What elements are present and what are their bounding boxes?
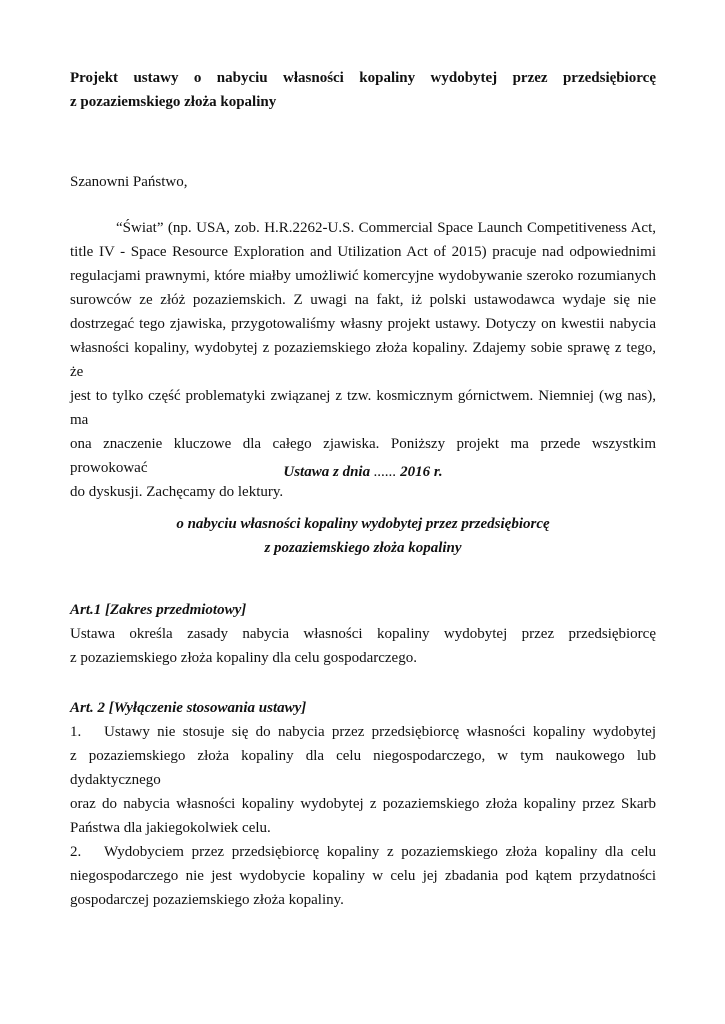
article-2: [70, 696, 656, 912]
article-line: z pozaziemskiego złoża kopaliny dla celu gospodarczego.: [70, 650, 417, 666]
item-text: Wydobyciem przez przedsiębiorcę kopaliny z pozaziemskiego złoża kopaliny dla celu: [104, 844, 656, 860]
paragraph-line: własności kopaliny, wydobytej z pozaziemskiego złoża kopaliny. Zdajemy sobie sprawę z tego, że: [70, 340, 656, 380]
paragraph-line: title IV - Space Resource Exploration and Utilization Act of 2015) pracuje nad odpowiednimi: [70, 244, 656, 260]
article-line: z pozaziemskiego złoża kopaliny dla celu niegospodarczego, w tym naukowego lub dydaktycznego: [70, 748, 656, 788]
article-line: Ustawa określa zasady nabycia własności kopaliny wydobytej przez przedsiębiorcę: [70, 626, 656, 642]
paragraph-line: “Świat” (np. USA, zob. H.R.2262-U.S. Commercial Space Launch Competitiveness Act,: [116, 220, 656, 236]
item-number: 1.: [70, 724, 82, 740]
item-number: 2.: [70, 844, 82, 860]
act-heading: [70, 460, 656, 484]
article-heading: Art.1 [Zakres przedmiotowy]: [70, 602, 247, 618]
article-line: oraz do nabycia własności kopaliny wydobytej z pozaziemskiego złoża kopaliny przez Skarb: [70, 796, 656, 812]
subtitle-line: o nabyciu własności kopaliny wydobytej przez przedsiębiorcę: [176, 516, 550, 532]
paragraph-line: jest to tylko część problematyki związanej z tzw. kosmicznym górnictwem. Niemniej (wg nas), ma: [70, 388, 656, 428]
act-heading-suffix: 2016 r.: [396, 464, 443, 480]
document-title: [70, 66, 656, 114]
article-line: niegospodarczego nie jest wydobycie kopaliny w celu jej zbadania pod kątem przydatności: [70, 868, 656, 884]
act-heading-dots: ......: [373, 464, 397, 480]
article-heading: Art. 2 [Wyłączenie stosowania ustawy]: [70, 700, 307, 716]
article-line: gospodarczej pozaziemskiego złoża kopaliny.: [70, 892, 344, 908]
paragraph-line: surowców ze złóż pozaziemskich. Z uwagi na fakt, iż polski ustawodawca wydaje się nie: [70, 292, 656, 308]
article-item-first-line: [70, 720, 656, 744]
article-item-first-line: [70, 840, 656, 864]
item-text: Ustawy nie stosuje się do nabycia przez przedsiębiorcę własności kopaliny wydobytej: [104, 724, 656, 740]
act-subtitle: [70, 512, 656, 560]
article-1: [70, 598, 656, 670]
title-line: Projekt ustawy o nabyciu własności kopaliny wydobytej przez przedsiębiorcę: [70, 70, 656, 86]
act-heading-prefix: Ustawa z dnia: [283, 464, 374, 480]
subtitle-line: z pozaziemskiego złoża kopaliny: [264, 540, 462, 556]
greeting: Szanowni Państwo,: [70, 174, 188, 190]
paragraph-line: ona znaczenie kluczowe dla całego zjawiska. Poniższy projekt ma przede wszystkim prowokować: [70, 436, 656, 476]
paragraph-line: regulacjami prawnymi, które miałby umożliwić komercyjne wydobywanie szeroko rozumianych: [70, 268, 656, 284]
paragraph-line: dostrzegać tego zjawiska, przygotowaliśmy własny projekt ustawy. Dotyczy on kwestii nabycia: [70, 316, 656, 332]
paragraph-line: do dyskusji. Zachęcamy do lektury.: [70, 484, 284, 500]
title-line: z pozaziemskiego złoża kopaliny: [70, 94, 277, 110]
article-line: Państwa dla jakiegokolwiek celu.: [70, 820, 271, 836]
